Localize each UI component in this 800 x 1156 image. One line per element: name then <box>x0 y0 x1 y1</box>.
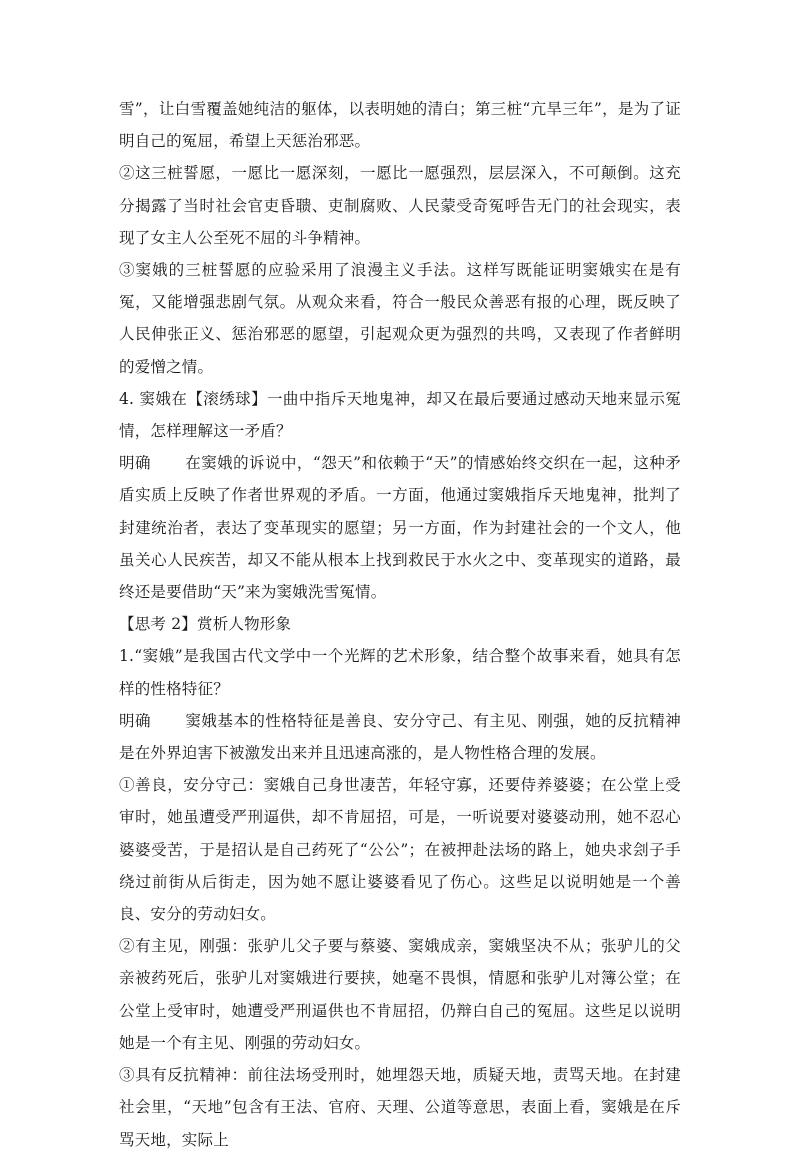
paragraph-text: ①善良，安分守己：窦娥自己身世凄苦，年轻守寡，还要侍养婆婆；在公堂上受审时，她虽遭受严刑逼供，却不肯屈招，可是，一听说要对婆婆动刑，她不忍心婆婆受苦，于是招认是自己药死了“公公”；在被押赴法场的路上，她央求刽子手绕过前街从后街走，因为她不愿让婆婆看见了伤心。这些足以说明她是一个善良、安分的劳动妇女。 <box>119 776 681 924</box>
paragraph-text: ②有主见，刚强：张驴儿父子要与蔡婆、窦娥成亲，窦娥坚决不从；张驴儿的父亲被药死后，张驴儿对窦娥进行要挟，她毫不畏惧，情愿和张驴儿对簿公堂；在公堂上受审时，她遭受严刑逼供也不肯屈招，仍辩白自己的冤屈。这些足以说明她是一个有主见、刚强的劳动妇女。 <box>119 937 681 1052</box>
question-text: 4. 窦娥在【滚绣球】一曲中指斥天地鬼神，却又在最后要通过感动天地来显示冤情，怎样理解这一矛盾？ <box>119 389 681 441</box>
trait-kind <box>119 769 681 930</box>
answer-text: 在窦娥的诉说中，“怨天”和依赖于“天”的情感始终交织在一起，这种矛盾实质上反映了作者世界观的矛盾。一方面，他通过窦娥指斥天地鬼神，批判了封建统治者，表达了变革现实的愿望；另一方面，作为封建社会的一个文人，他虽关心人民疾苦，却又不能从根本上找到救民于水火之中、变革现实的道路，最终还是要借助“天”来为窦娥洗雪冤情。 <box>119 454 681 602</box>
paragraph-text: ③具有反抗精神：前往法场受刑时，她埋怨天地，质疑天地，责骂天地。在封建社会里，“天地”包含有王法、官府、天理、公道等意思，表面上看，窦娥是在斥骂天地，实际上 <box>119 1066 681 1149</box>
question-4 <box>119 383 681 447</box>
paragraph-text: 雪”，让白雪覆盖她纯洁的躯体，以表明她的清白；第三桩“亢旱三年”，是为了证明自己的冤屈，希望上天惩治邪恶。 <box>119 100 681 151</box>
answer-1 <box>119 705 681 769</box>
document-body <box>119 93 681 1156</box>
paragraph-text: ③窦娥的三桩誓愿的应验采用了浪漫主义手法。这样写既能证明窦娥实在是有冤，又能增强悲剧气氛。从观众来看，符合一般民众善恶有报的心理，既反映了人民伸张正义、惩治邪恶的愿望，引起观众更为强烈的共鸣，又表现了作者鲜明的爱憎之情。 <box>119 261 681 376</box>
paragraph-oath-analysis-3 <box>119 254 681 383</box>
answer-4 <box>119 447 681 608</box>
paragraph-oath-analysis-2 <box>119 157 681 254</box>
paragraph-oath-continuation <box>119 93 681 157</box>
section-heading-think-2 <box>119 608 681 640</box>
answer-text: 窦娥基本的性格特征是善良、安分守己、有主见、刚强，她的反抗精神是在外界迫害下被激发出来并且迅速高涨的，是人物性格合理的发展。 <box>119 711 681 763</box>
paragraph-text: ②这三桩誓愿，一愿比一愿深刻，一愿比一愿强烈，层层深入，不可颠倒。这充分揭露了当时社会官吏昏聩、吏制腐败、人民蒙受奇冤呼告无门的社会现实，表现了女主人公至死不屈的斗争精神。 <box>119 164 681 247</box>
section-heading-text: 【思考 2】赏析人物形象 <box>119 615 292 634</box>
trait-strong <box>119 930 681 1059</box>
question-text: 1.“窦娥”是我国古代文学中一个光辉的艺术形象，结合整个故事来看，她具有怎样的性格特征？ <box>119 647 681 698</box>
answer-label: 明确 <box>119 454 151 473</box>
answer-label: 明确 <box>119 711 151 730</box>
question-1 <box>119 640 681 704</box>
trait-resistance <box>119 1059 681 1156</box>
